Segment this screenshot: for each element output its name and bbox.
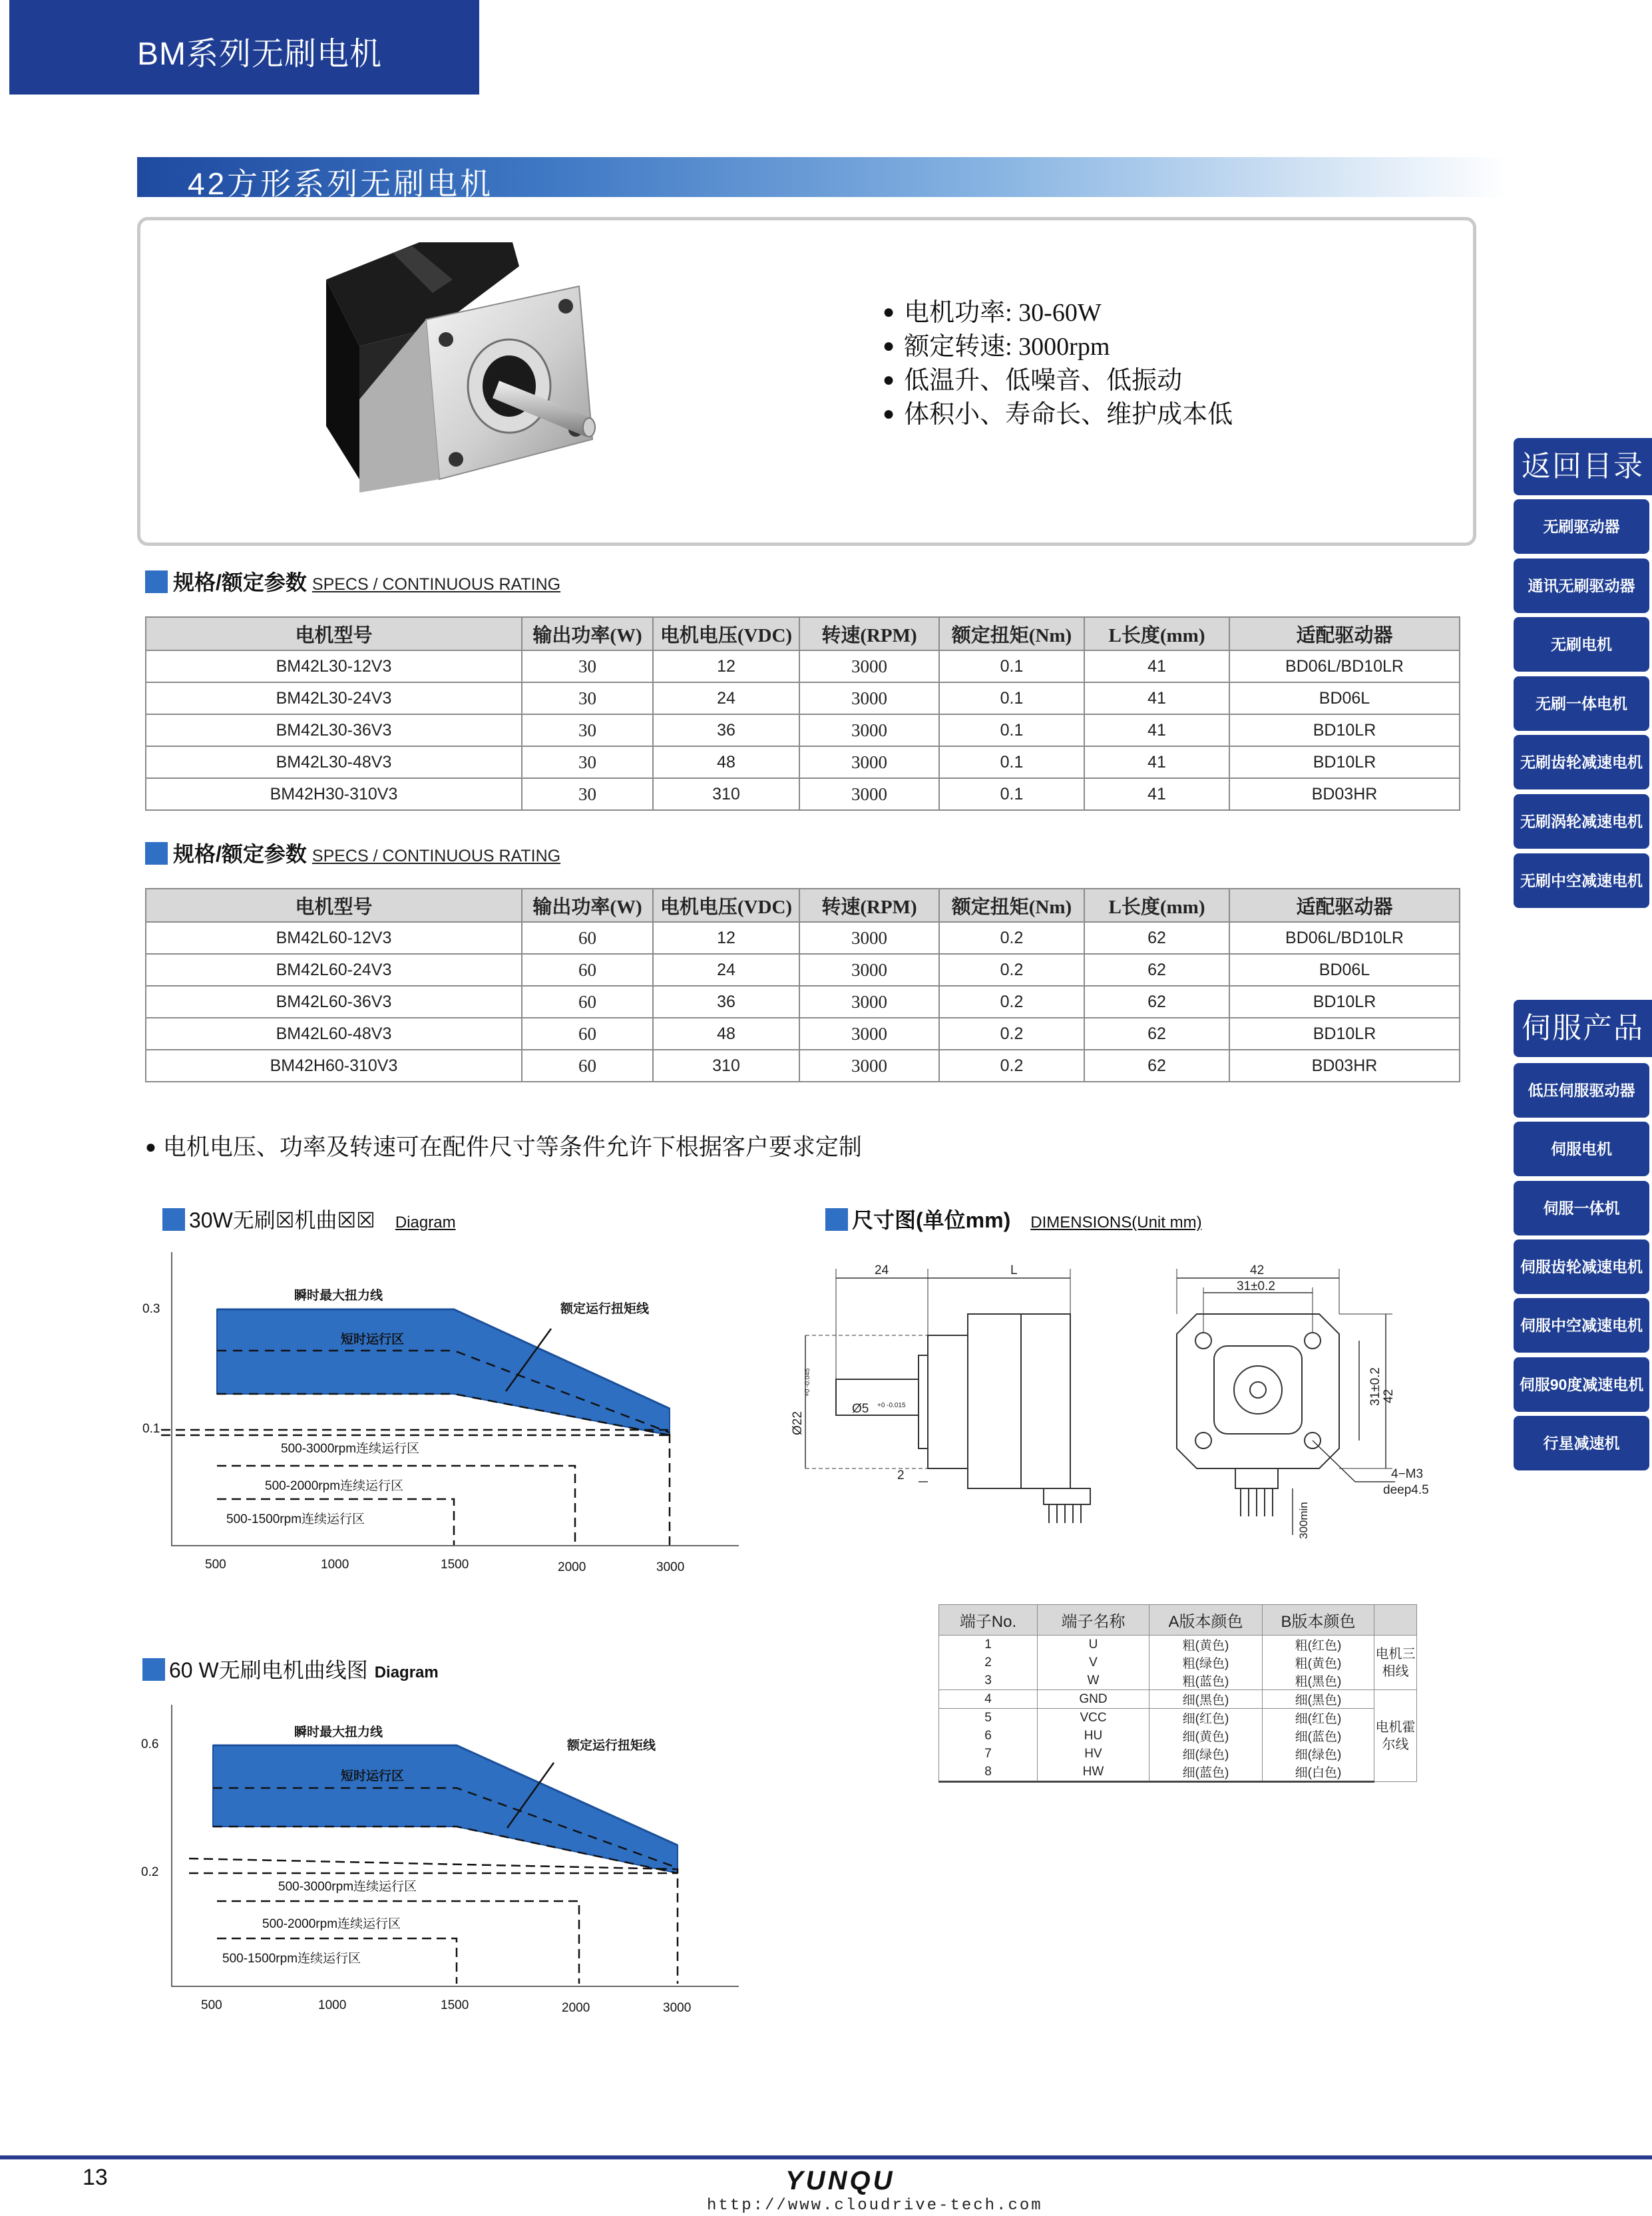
dim-screw: 4−M3 xyxy=(1391,1467,1424,1481)
spec-cell: 0.2 xyxy=(939,986,1084,1018)
x-tick: 3000 xyxy=(656,1560,685,1574)
diagram-30w-title: 30W无刷☒机曲☒☒ xyxy=(189,1208,375,1232)
wiring-cell: 细(蓝色) xyxy=(1263,1727,1374,1745)
dimensions-en: DIMENSIONS(Unit mm) xyxy=(1030,1214,1202,1231)
spec-cell: 0.1 xyxy=(939,746,1084,778)
spec-col-header: 额定扭矩(Nm) xyxy=(939,889,1084,922)
zone-1500-label: 500-1500rpm连续运行区 xyxy=(226,1512,365,1526)
torque-curve-60w xyxy=(133,1704,732,2037)
dim-flange: Ø22 xyxy=(791,1411,805,1435)
spec-cell: BM42H30-310V3 xyxy=(146,778,522,810)
dim-shaft-tol: +0 -0.015 xyxy=(877,1402,906,1409)
nav-item[interactable]: 伺服中空减速电机 xyxy=(1514,1298,1649,1353)
diagram-60w-title: 60 W无刷电机曲线图 xyxy=(169,1658,368,1682)
zone-2000-label: 500-2000rpm连续运行区 xyxy=(265,1479,404,1493)
rated-label: 额定运行扭矩线 xyxy=(560,1302,650,1316)
table-row xyxy=(939,1763,1417,1782)
nav-item[interactable]: 无刷电机 xyxy=(1514,617,1649,672)
wiring-cell: U xyxy=(1038,1636,1149,1654)
nav-back-to-contents[interactable]: 返回目录 xyxy=(1514,438,1652,495)
nav-item[interactable]: 无刷涡轮减速电机 xyxy=(1514,794,1649,849)
table-row xyxy=(939,1745,1417,1763)
wiring-group-label: 电机霍尔线 xyxy=(1374,1690,1417,1782)
dimension-drawing xyxy=(791,1255,1435,1539)
wiring-cell: 粗(黄色) xyxy=(1263,1654,1374,1671)
spec-cell: BD03HR xyxy=(1229,1050,1460,1082)
spec-cell: BD10LR xyxy=(1229,714,1460,746)
x-tick: 1500 xyxy=(441,1558,469,1572)
wiring-cell: 6 xyxy=(939,1727,1038,1745)
spec-cell: BD06L xyxy=(1229,954,1460,986)
spec-cell: 310 xyxy=(653,1050,799,1082)
diagram-30w-heading xyxy=(162,1204,456,1234)
specs-table-60w xyxy=(145,888,1460,1082)
spec-cell: BM42H60-310V3 xyxy=(146,1050,522,1082)
spec-col-header: 适配驱动器 xyxy=(1229,889,1460,922)
spec-cell: 0.2 xyxy=(939,1050,1084,1082)
specs-heading-cn: 规格/额定参数 xyxy=(173,842,307,866)
spec-cell: 3000 xyxy=(799,650,939,682)
feature-item: ● 低温升、低噪音、低振动 xyxy=(883,359,1233,393)
spec-cell: BM42L60-36V3 xyxy=(146,986,522,1018)
dim-hole-pitch: 31±0.2 xyxy=(1237,1279,1275,1293)
wiring-col-header: B版本颜色 xyxy=(1263,1605,1374,1636)
spec-cell: 3000 xyxy=(799,1050,939,1082)
spec-cell: BM42L60-24V3 xyxy=(146,954,522,986)
spec-cell: BM42L30-36V3 xyxy=(146,714,522,746)
table-row xyxy=(146,778,1460,810)
spec-cell: 41 xyxy=(1084,714,1229,746)
table-row xyxy=(146,714,1460,746)
diagram-60w-heading xyxy=(142,1654,439,1684)
spec-cell: 48 xyxy=(653,746,799,778)
spec-cell: BD06L/BD10LR xyxy=(1229,922,1460,954)
x-tick: 1000 xyxy=(321,1558,349,1572)
dim-flange-tol: +0 -0.045 xyxy=(804,1368,811,1397)
wiring-cell: 5 xyxy=(939,1709,1038,1727)
table-row xyxy=(146,986,1460,1018)
spec-cell: 30 xyxy=(522,650,653,682)
table-row xyxy=(939,1690,1417,1709)
nav-item[interactable]: 无刷齿轮减速电机 xyxy=(1514,735,1649,789)
table-row xyxy=(939,1636,1417,1654)
zone-3000-label: 500-3000rpm连续运行区 xyxy=(281,1442,420,1456)
wiring-cell: 细(绿色) xyxy=(1263,1745,1374,1763)
dim-shaft-length: 24 xyxy=(875,1263,889,1277)
spec-cell: 36 xyxy=(653,714,799,746)
spec-cell: 3000 xyxy=(799,922,939,954)
motor-image xyxy=(313,240,619,519)
table-row xyxy=(146,1018,1460,1050)
spec-cell: 41 xyxy=(1084,746,1229,778)
spec-cell: 30 xyxy=(522,682,653,714)
spec-col-header: 电机型号 xyxy=(146,617,522,650)
spec-cell: 62 xyxy=(1084,954,1229,986)
spec-cell: 48 xyxy=(653,1018,799,1050)
diagram-60w-en: Diagram xyxy=(374,1663,439,1681)
y-tick: 0.6 xyxy=(141,1737,159,1751)
feature-item: ● 额定转速: 3000rpm xyxy=(883,326,1233,359)
x-tick: 3000 xyxy=(663,2001,692,2015)
table-row xyxy=(146,954,1460,986)
spec-cell: 62 xyxy=(1084,1050,1229,1082)
spec-cell: 62 xyxy=(1084,922,1229,954)
zone-2000-line xyxy=(217,1466,575,1546)
table-row xyxy=(939,1654,1417,1671)
wiring-group-label: 电机三相线 xyxy=(1374,1636,1417,1690)
footer-line xyxy=(0,2155,1652,2159)
wiring-cell: GND xyxy=(1038,1690,1149,1709)
footer-url[interactable]: http://www.cloudrive-tech.com xyxy=(707,2197,1043,2215)
spec-cell: 30 xyxy=(522,746,653,778)
wiring-cell: 细(红色) xyxy=(1263,1709,1374,1727)
wiring-col-header xyxy=(1374,1605,1417,1636)
wiring-cell: 粗(绿色) xyxy=(1149,1654,1263,1671)
specs-heading-en: SPECS / CONTINUOUS RATING xyxy=(311,847,561,865)
wiring-cell: 8 xyxy=(939,1763,1038,1782)
spec-cell: 12 xyxy=(653,922,799,954)
heading-square-icon xyxy=(142,1658,165,1681)
wiring-cell: 细(蓝色) xyxy=(1149,1763,1263,1782)
spec-cell: BM42L30-12V3 xyxy=(146,650,522,682)
dimensions-title: 尺寸图(单位mm) xyxy=(852,1208,1011,1232)
wiring-cell: V xyxy=(1038,1654,1149,1671)
y-tick: 0.3 xyxy=(142,1302,160,1316)
wiring-col-header: 端子No. xyxy=(939,1605,1038,1636)
spec-col-header: 额定扭矩(Nm) xyxy=(939,617,1084,650)
x-tick: 2000 xyxy=(558,1560,586,1574)
spec-cell: 60 xyxy=(522,1050,653,1082)
dim-hole-pitch-v: 31±0.2 xyxy=(1368,1367,1382,1406)
spec-col-header: L长度(mm) xyxy=(1084,617,1229,650)
spec-cell: 60 xyxy=(522,986,653,1018)
section-title: 42方形系列无刷电机 xyxy=(188,166,494,201)
spec-cell: 24 xyxy=(653,954,799,986)
table-row xyxy=(939,1709,1417,1727)
dim-lead: 300min xyxy=(1297,1502,1310,1539)
dim-width: 42 xyxy=(1250,1263,1265,1277)
nav-item[interactable]: 伺服一体机 xyxy=(1514,1181,1649,1235)
dim-body-length: L xyxy=(1010,1263,1018,1277)
wiring-cell: 细(绿色) xyxy=(1149,1745,1263,1763)
custom-note: ● 电机电压、功率及转速可在配件尺寸等条件允许下根据客户要求定制 xyxy=(145,1129,862,1162)
spec-cell: BM42L60-48V3 xyxy=(146,1018,522,1050)
section-banner xyxy=(137,157,1508,201)
wiring-cell: 细(黄色) xyxy=(1149,1727,1263,1745)
zone-3000-label: 500-3000rpm连续运行区 xyxy=(278,1880,417,1894)
x-tick: 1000 xyxy=(318,1998,347,2012)
spec-cell: 60 xyxy=(522,1018,653,1050)
heading-square-icon xyxy=(825,1208,848,1231)
specs-heading-1 xyxy=(145,566,560,596)
wiring-cell: VCC xyxy=(1038,1709,1149,1727)
peak-label: 瞬时最大扭力线 xyxy=(294,1289,383,1303)
spec-cell: 60 xyxy=(522,922,653,954)
nav-item[interactable]: 无刷中空减速电机 xyxy=(1514,853,1649,908)
spec-cell: BD06L xyxy=(1229,682,1460,714)
nav-item[interactable]: 伺服齿轮减速电机 xyxy=(1514,1239,1649,1294)
feature-item: ● 电机功率: 30-60W xyxy=(883,292,1233,326)
short-label: 短时运行区 xyxy=(341,1769,405,1783)
spec-cell: 0.1 xyxy=(939,682,1084,714)
spec-cell: BM42L30-48V3 xyxy=(146,746,522,778)
short-time-zone xyxy=(217,1309,670,1435)
feature-list xyxy=(883,292,1233,427)
spec-cell: 3000 xyxy=(799,778,939,810)
spec-col-header: 输出功率(W) xyxy=(522,889,653,922)
wiring-cell: 细(白色) xyxy=(1263,1763,1374,1782)
nav-servo-products[interactable]: 伺服产品 xyxy=(1514,1000,1652,1057)
dim-height: 42 xyxy=(1382,1389,1396,1403)
table-row xyxy=(939,1727,1417,1745)
spec-cell: 30 xyxy=(522,714,653,746)
nav-item[interactable]: 伺服电机 xyxy=(1514,1122,1649,1176)
spec-cell: 24 xyxy=(653,682,799,714)
x-tick: 1500 xyxy=(441,1998,469,2012)
dim-depth: deep4.5 xyxy=(1383,1483,1429,1497)
peak-label: 瞬时最大扭力线 xyxy=(294,1725,383,1739)
wiring-cell: 2 xyxy=(939,1654,1038,1671)
wiring-cell: 7 xyxy=(939,1745,1038,1763)
spec-cell: BM42L60-12V3 xyxy=(146,922,522,954)
brand-logo: YUNQU xyxy=(785,2166,895,2195)
table-row xyxy=(146,922,1460,954)
specs-heading-cn: 规格/额定参数 xyxy=(173,570,307,594)
feature-item: ● 体积小、寿命长、维护成本低 xyxy=(883,393,1233,427)
spec-cell: 41 xyxy=(1084,650,1229,682)
spec-cell: 3000 xyxy=(799,682,939,714)
nav-item[interactable]: 低压伺服驱动器 xyxy=(1514,1063,1649,1118)
spec-cell: 12 xyxy=(653,650,799,682)
spec-cell: 0.2 xyxy=(939,922,1084,954)
spec-cell: 0.1 xyxy=(939,714,1084,746)
heading-square-icon xyxy=(145,570,168,593)
specs-table-30w xyxy=(145,616,1460,811)
wiring-cell: 4 xyxy=(939,1690,1038,1709)
y-tick: 0.2 xyxy=(141,1865,159,1879)
spec-cell: 0.1 xyxy=(939,650,1084,682)
series-label: BM系列无刷电机 xyxy=(137,37,383,72)
spec-cell: BD10LR xyxy=(1229,1018,1460,1050)
dim-shaft: Ø5 xyxy=(852,1402,869,1416)
spec-cell: 0.2 xyxy=(939,1018,1084,1050)
wiring-cell: 粗(蓝色) xyxy=(1149,1671,1263,1690)
table-row xyxy=(146,746,1460,778)
wiring-cell: 细(黑色) xyxy=(1263,1690,1374,1709)
spec-cell: 41 xyxy=(1084,682,1229,714)
spec-cell: 36 xyxy=(653,986,799,1018)
short-time-zone xyxy=(213,1745,678,1873)
zone-2000-label: 500-2000rpm连续运行区 xyxy=(262,1917,401,1931)
x-tick: 500 xyxy=(205,1558,226,1572)
table-row xyxy=(146,682,1460,714)
wiring-cell: 细(红色) xyxy=(1149,1709,1263,1727)
spec-cell: BD10LR xyxy=(1229,986,1460,1018)
table-row xyxy=(146,1050,1460,1082)
torque-curve-30w xyxy=(133,1251,732,1598)
wiring-cell: HV xyxy=(1038,1745,1149,1763)
heading-square-icon xyxy=(162,1208,185,1231)
spec-cell: 3000 xyxy=(799,986,939,1018)
table-row xyxy=(939,1671,1417,1690)
wiring-table xyxy=(938,1604,1417,1783)
nav-item[interactable]: 通讯无刷驱动器 xyxy=(1514,558,1649,613)
wiring-cell: 细(黑色) xyxy=(1149,1690,1263,1709)
spec-col-header: 转速(RPM) xyxy=(799,617,939,650)
spec-col-header: 电机型号 xyxy=(146,889,522,922)
wiring-cell: 粗(黑色) xyxy=(1263,1671,1374,1690)
spec-cell: 310 xyxy=(653,778,799,810)
header-series-tab xyxy=(9,0,479,95)
wiring-cell: HU xyxy=(1038,1727,1149,1745)
spec-cell: 60 xyxy=(522,954,653,986)
spec-cell: 3000 xyxy=(799,1018,939,1050)
spec-cell: 0.1 xyxy=(939,778,1084,810)
diagram-30w-en: Diagram xyxy=(395,1214,456,1231)
specs-heading-en: SPECS / CONTINUOUS RATING xyxy=(311,575,561,594)
spec-col-header: 适配驱动器 xyxy=(1229,617,1460,650)
nav-item[interactable]: 无刷驱动器 xyxy=(1514,499,1649,554)
y-axis xyxy=(172,1252,739,1546)
spec-cell: 30 xyxy=(522,778,653,810)
zone-1500-label: 500-1500rpm连续运行区 xyxy=(222,1952,361,1966)
spec-cell: 62 xyxy=(1084,1018,1229,1050)
x-tick: 500 xyxy=(201,1998,222,2012)
nav-item[interactable]: 无刷一体电机 xyxy=(1514,676,1649,731)
spec-cell: BD10LR xyxy=(1229,746,1460,778)
short-label: 短时运行区 xyxy=(341,1333,405,1347)
wiring-cell: 1 xyxy=(939,1636,1038,1654)
wiring-cell: W xyxy=(1038,1671,1149,1690)
spec-col-header: 电机电压(VDC) xyxy=(653,617,799,650)
spec-cell: 41 xyxy=(1084,778,1229,810)
dim-step: 2 xyxy=(897,1468,905,1482)
spec-cell: BD06L/BD10LR xyxy=(1229,650,1460,682)
spec-col-header: 电机电压(VDC) xyxy=(653,889,799,922)
dimensions-heading xyxy=(825,1204,1202,1234)
spec-col-header: L长度(mm) xyxy=(1084,889,1229,922)
spec-col-header: 转速(RPM) xyxy=(799,889,939,922)
wiring-col-header: A版本颜色 xyxy=(1149,1605,1263,1636)
wiring-cell: 粗(黄色) xyxy=(1149,1636,1263,1654)
nav-item[interactable]: 行星减速机 xyxy=(1514,1416,1649,1470)
spec-cell: 3000 xyxy=(799,954,939,986)
zone-2000-line xyxy=(217,1901,579,1984)
wiring-col-header: 端子名称 xyxy=(1038,1605,1149,1636)
specs-heading-2 xyxy=(145,837,560,868)
spec-col-header: 输出功率(W) xyxy=(522,617,653,650)
heading-square-icon xyxy=(145,842,168,865)
rated-label: 额定运行扭矩线 xyxy=(567,1739,656,1753)
spec-cell: 0.2 xyxy=(939,954,1084,986)
wiring-cell: HW xyxy=(1038,1763,1149,1782)
wiring-cell: 3 xyxy=(939,1671,1038,1690)
y-tick: 0.1 xyxy=(142,1422,160,1436)
nav-item[interactable]: 伺服90度减速电机 xyxy=(1514,1357,1649,1412)
page-number: 13 xyxy=(83,2165,108,2190)
spec-cell: BD03HR xyxy=(1229,778,1460,810)
spec-cell: BM42L30-24V3 xyxy=(146,682,522,714)
table-row xyxy=(146,650,1460,682)
x-tick: 2000 xyxy=(562,2001,590,2015)
wiring-cell: 粗(红色) xyxy=(1263,1636,1374,1654)
spec-cell: 3000 xyxy=(799,714,939,746)
spec-cell: 62 xyxy=(1084,986,1229,1018)
spec-cell: 3000 xyxy=(799,746,939,778)
